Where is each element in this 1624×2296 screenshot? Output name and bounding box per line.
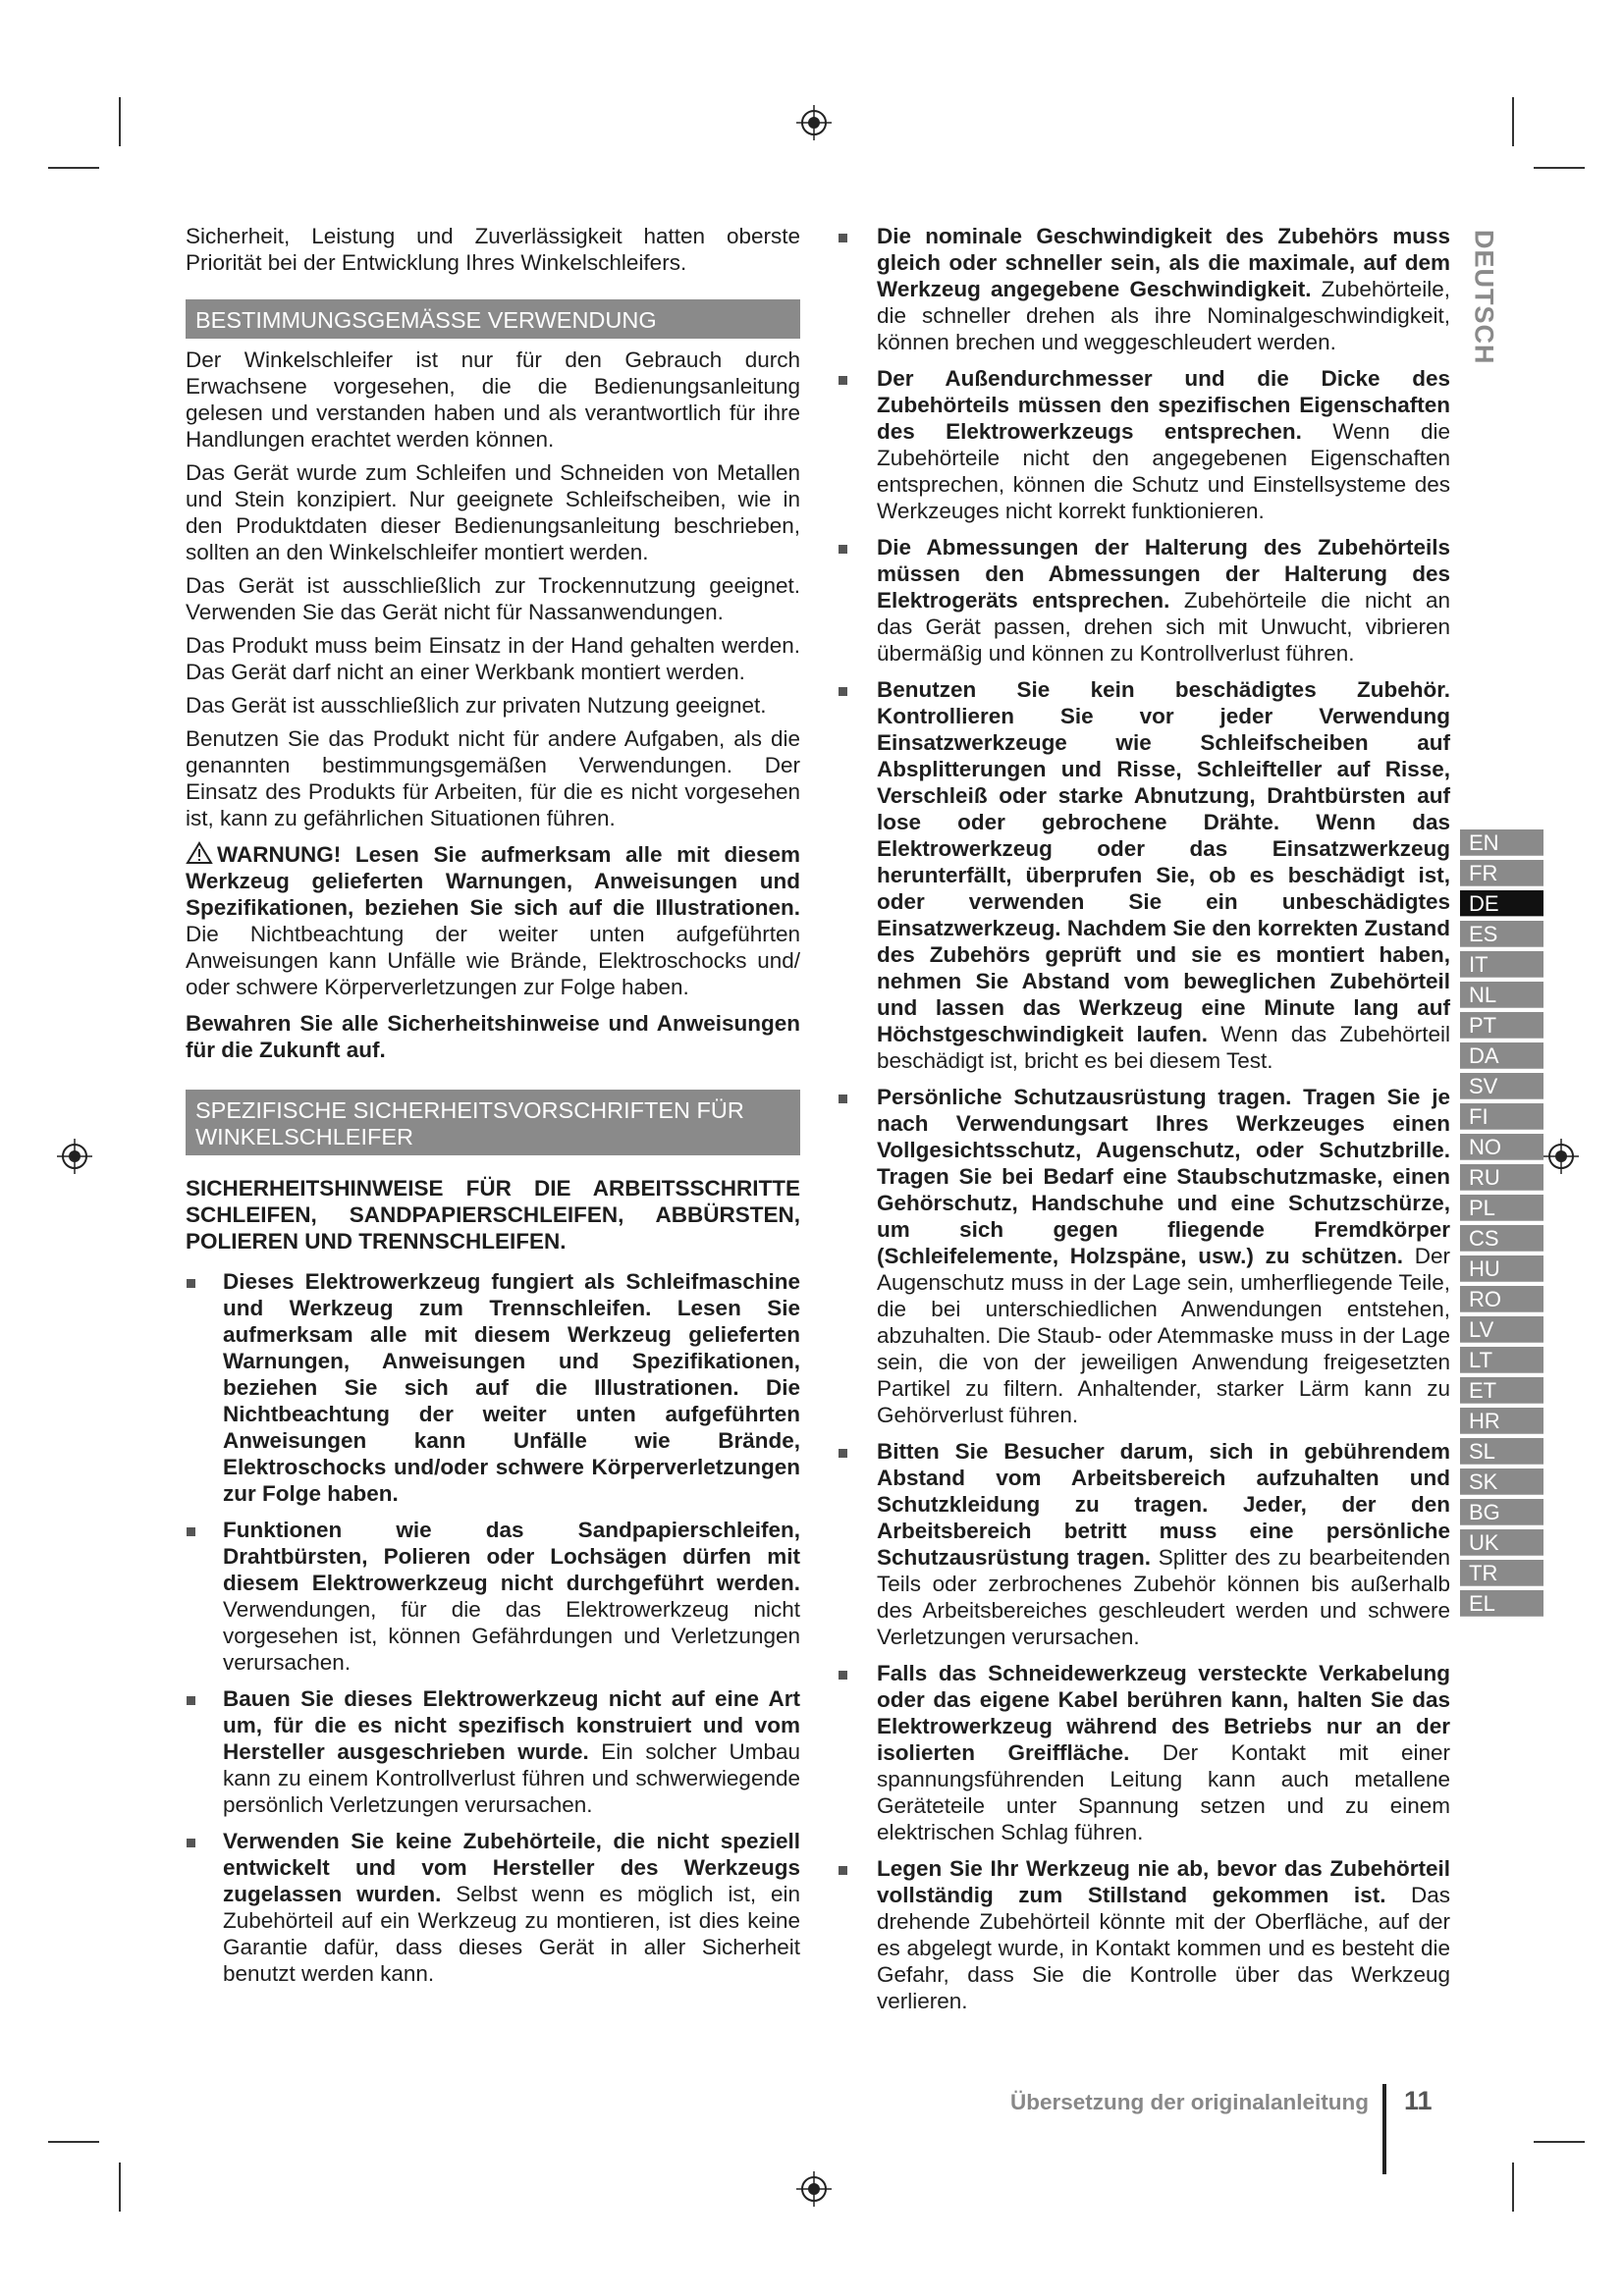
list-item <box>838 1084 1450 1428</box>
language-index <box>1460 829 1543 1621</box>
paragraph: Das Produkt muss beim Einsatz in der Hand gehalten werden. Das Gerät darf nicht an einer Werkbank montiert werden. <box>186 633 800 684</box>
language-tab-ro[interactable]: RO <box>1460 1286 1543 1312</box>
language-tab-lt[interactable]: LT <box>1460 1347 1543 1373</box>
bullet-square-icon <box>839 234 847 242</box>
registration-mark-icon <box>794 2169 834 2209</box>
bullet-square-icon <box>187 1527 195 1536</box>
list-item <box>838 1660 1450 1845</box>
bullet-bold: Bitten Sie Besucher darum, sich in gebührendem Abstand vom Arbeitsbereich aufzuhalten und Schutzkleidung zu tragen. Jeder, der den Arbeitsbereich betritt muss eine persönliche Schutzausrüstung tragen. <box>877 1439 1450 1570</box>
language-tab-hu[interactable]: HU <box>1460 1255 1543 1282</box>
language-tab-cs[interactable]: CS <box>1460 1225 1543 1252</box>
language-tab-lv[interactable]: LV <box>1460 1316 1543 1343</box>
page-number: 11 <box>1404 2086 1433 2115</box>
crop-mark <box>48 2141 99 2143</box>
registration-mark-icon <box>794 103 834 142</box>
vertical-tab-label: DEUTSCH <box>1469 230 1499 365</box>
bullet-square-icon <box>187 1839 195 1847</box>
bullet-text: Splitter des zu bearbeitenden Teils oder zerbrochenes Zubehör können bis außerhalb des Arbeitsbereiches geschleudert werden und schwere Verletzungen verursachen. <box>877 1545 1450 1649</box>
language-tab-es[interactable]: ES <box>1460 921 1543 947</box>
bullet-text: Ein solcher Umbau kann zu einem Kontrollverlust führen und schwerwiegende persönlich Verletzungen verursachen. <box>223 1739 800 1817</box>
language-tab-tr[interactable]: TR <box>1460 1560 1543 1586</box>
list-item <box>838 534 1450 667</box>
registration-mark-icon <box>1542 1137 1581 1176</box>
language-tab-pl[interactable]: PL <box>1460 1195 1543 1221</box>
bullet-square-icon <box>187 1279 195 1288</box>
crop-mark <box>1512 2163 1514 2212</box>
bullet-text: Der Augenschutz muss in der Lage sein, umherfliegende Teile, die bei unterschiedlichen Anwendungen entstehen, abzuhalten. Die Staub- oder Atemmaske muss in der Lage sein, die von der jeweiligen Anwendung freigesetzten Partikel zu filtern. Anhaltender, starker Lärm kann zu Gehörverlust führen. <box>877 1244 1450 1427</box>
warning-triangle-icon <box>186 841 213 865</box>
paragraph: Der Winkelschleifer ist nur für den Gebrauch durch Erwachsene vorgesehen, die die Bedienungsanleitung gelesen und verstanden haben und als verantwortlich für ihre Handlungen erachtet werden können. <box>186 347 800 452</box>
language-tab-sk[interactable]: SK <box>1460 1468 1543 1495</box>
bullet-square-icon <box>839 687 847 696</box>
bullet-square-icon <box>839 1449 847 1458</box>
bullet-bold: Verwenden Sie keine Zubehörteile, die nicht speziell entwickelt und vom Hersteller des Werkzeugs zugelassen wurden. <box>223 1829 800 1906</box>
crop-mark <box>1534 167 1585 169</box>
bullet-square-icon <box>839 1866 847 1875</box>
bullet-bold: Die Abmessungen der Halterung des Zubehörteils müssen den Abmessungen der Halterung des Elektrogeräts entsprechen. <box>877 535 1450 613</box>
registration-mark-icon <box>55 1137 94 1176</box>
bullet-bold: Falls das Schneidewerkzeug versteckte Verkabelung oder das eigene Kabel berühren kann, halten Sie das Elektrowerkzeug während des Betriebs nur an der isolierten Greiffläche. <box>877 1661 1450 1765</box>
language-tab-sv[interactable]: SV <box>1460 1073 1543 1099</box>
intro-text: Sicherheit, Leistung und Zuverlässigkeit hatten oberste Priorität bei der Entwicklung Ihres Winkelschleifers. <box>186 224 800 275</box>
left-column <box>186 223 800 1997</box>
language-tab-fi[interactable]: FI <box>1460 1103 1543 1130</box>
crop-mark <box>119 97 121 146</box>
bullet-text: Verwendungen, für die das Elektrowerkzeug nicht vorgesehen ist, können Gefährdungen und Verletzungen verursachen. <box>223 1597 800 1675</box>
language-tab-fr[interactable]: FR <box>1460 860 1543 886</box>
warning-bold-text: WARNUNG! Lesen Sie aufmerksam alle mit diesem Werkzeug gelieferten Warnungen, Anweisungen und Spezifikationen, beziehen Sie sich auf die Illustrationen. <box>186 842 800 920</box>
bullet-text: Das drehende Zubehörteil könnte mit der Oberfläche, auf der es abgelegt wurde, in Kontakt kommen und es besteht die Gefahr, dass Sie die Kontrolle über das Werkzeug verlieren. <box>877 1883 1450 2013</box>
paragraph: Das Gerät ist ausschließlich zur privaten Nutzung geeignet. <box>186 693 767 718</box>
language-tab-nl[interactable]: NL <box>1460 982 1543 1008</box>
list-item <box>186 1268 800 1507</box>
bullet-text: Zubehörteile die nicht an das Gerät passen, drehen sich mit Unwucht, vibrieren übermäßig und können zu Kontrollverlust führen. <box>877 588 1450 666</box>
bullet-text: Zubehörteile, die schneller drehen als ihre Nominalgeschwindigkeit, können brechen und weggeschleudert werden. <box>877 277 1450 354</box>
language-tab-uk[interactable]: UK <box>1460 1529 1543 1556</box>
list-item <box>186 1517 800 1676</box>
list-item <box>186 1828 800 1987</box>
language-vertical-tab <box>1467 229 1500 366</box>
crop-mark <box>48 167 99 169</box>
right-bullet-list <box>838 223 1450 2014</box>
bullet-text: Der Kontakt mit einer spannungsführenden Leitung kann auch metallene Geräteteile unter Spannung setzen und zu einem elektrischen Schlag führen. <box>877 1740 1450 1844</box>
list-item <box>838 676 1450 1074</box>
footer-text: Übersetzung der originalanleitung <box>1009 2090 1369 2114</box>
crop-mark <box>1534 2141 1585 2143</box>
bullet-square-icon <box>839 1671 847 1680</box>
section-heading-intended-use: BESTIMMUNGSGEMÄSSE VERWENDUNG <box>186 299 800 339</box>
language-tab-el[interactable]: EL <box>1460 1590 1543 1617</box>
list-item <box>186 1685 800 1818</box>
language-tab-ru[interactable]: RU <box>1460 1164 1543 1191</box>
language-tab-hr[interactable]: HR <box>1460 1408 1543 1434</box>
language-tab-de[interactable]: DE <box>1460 890 1543 917</box>
bullet-square-icon <box>839 376 847 385</box>
language-tab-da[interactable]: DA <box>1460 1042 1543 1069</box>
language-tab-it[interactable]: IT <box>1460 951 1543 978</box>
paragraph: Das Gerät wurde zum Schleifen und Schneiden von Metallen und Stein konzipiert. Nur geeignete Schleifscheiben, wie in den Produktdaten dieser Bedienungsanleitung beschrieben, sollten an den Winkelschleifer montiert werden. <box>186 460 800 564</box>
keep-instructions: Bewahren Sie alle Sicherheitshinweise und Anweisungen für die Zukunft auf. <box>186 1011 800 1062</box>
bullet-bold: Bauen Sie dieses Elektrowerkzeug nicht auf eine Art um, für die es nicht spezifisch konstruiert und vom Hersteller ausgeschrieben wurde. <box>223 1686 800 1764</box>
language-tab-en[interactable]: EN <box>1460 829 1543 856</box>
bullet-bold: Funktionen wie das Sandpapierschleifen, Drahtbürsten, Polieren oder Lochsägen dürfen mit diesem Elektrowerkzeug nicht durchgeführt werden. <box>223 1518 800 1595</box>
warning-text: Die Nichtbeachtung der weiter unten aufgeführten Anweisungen kann Unfälle wie Brände, Elektroschocks und/ oder schwere Körperverletzungen zur Folge haben. <box>186 922 800 999</box>
warning-paragraph <box>186 841 800 1000</box>
language-tab-bg[interactable]: BG <box>1460 1499 1543 1525</box>
bullet-bold: Die nominale Geschwindigkeit des Zubehörs muss gleich oder schneller sein, als die maximale, auf dem Werkzeug angegebene Geschwindigkeit. <box>877 224 1450 301</box>
bullet-bold: Dieses Elektrowerkzeug fungiert als Schleifmaschine und Werkzeug zum Trennschleifen. Lesen Sie aufmerksam alle mit diesem Werkzeug gelieferten Warnungen, Anweisungen und Spezifikationen, beziehen Sie sich auf die Illustrationen. Die Nichtbeachtung der weiter unten aufgeführten Anweisungen kann Unfälle wie Brände, Elektroschocks und/oder schwere Körperverletzungen zur Folge haben. <box>223 1269 800 1506</box>
bullet-square-icon <box>187 1696 195 1705</box>
bullet-square-icon <box>839 545 847 554</box>
bullet-bold: Benutzen Sie kein beschädigtes Zubehör. Kontrollieren Sie vor jeder Verwendung Einsatzwerkzeuge wie Schleifscheiben auf Absplitterungen und Risse, Schleifteller auf Risse, Verschleiß oder starke Abnutzung, Drahtbürsten auf lose oder gebrochene Drähte. Wenn das Elektrowerkzeug oder das Einsatzwerkzeug herunterfällt, überprufen Sie, ob es beschädigt ist, oder verwenden Sie ein unbeschädigtes Einsatzwerkzeug. Nachdem Sie den korrekten Zustand des Zubehörs geprüft und sie es montiert haben, nehmen Sie Abstand vom beweglichen Zubehörteil und lassen das Werkzeug eine Minute lang auf Höchstgeschwindigkeit laufen. <box>877 677 1450 1046</box>
bullet-text: Selbst wenn es möglich ist, ein Zubehörteil auf ein Werkzeug zu montieren, ist dies keine Garantie dafür, dass dieses Gerät in aller Sicherheit benutzt werden kann. <box>223 1882 800 1986</box>
paragraph: Das Gerät ist ausschließlich zur Trockennutzung geeignet. Verwenden Sie das Gerät nicht für Nassanwendungen. <box>186 573 800 624</box>
section-heading-specific-safety: SPEZIFISCHE SICHERHEITSVORSCHRIFTEN FÜR WINKELSCHLEIFER <box>186 1090 800 1155</box>
list-item <box>838 365 1450 524</box>
footer-divider <box>1382 2084 1386 2174</box>
list-item <box>838 223 1450 355</box>
bullet-text: Wenn das Zubehörteil beschädigt ist, bricht es bei diesem Test. <box>877 1022 1450 1073</box>
right-column <box>838 223 1450 2024</box>
crop-mark <box>119 2163 121 2212</box>
left-bullet-list <box>186 1268 800 1987</box>
list-item <box>838 1438 1450 1650</box>
bullet-bold: Der Außendurchmesser und die Dicke des Zubehörteils müssen den spezifischen Eigenschaften des Elektrowerkzeugs entsprechen. <box>877 366 1450 444</box>
language-tab-pt[interactable]: PT <box>1460 1012 1543 1039</box>
language-tab-no[interactable]: NO <box>1460 1134 1543 1160</box>
paragraph: Benutzen Sie das Produkt nicht für andere Aufgaben, als die genannten bestimmungsgemäßen Verwendungen. Der Einsatz des Produkts für Arbeiten, für die es nicht vorgesehen ist, kann zu gefährlichen Situationen führen. <box>186 726 800 830</box>
footer <box>943 2086 1453 2125</box>
bullet-bold: Persönliche Schutzausrüstung tragen. Tragen Sie je nach Verwendungsart Ihres Werkzeuges einen Vollgesichtsschutz, Augenschutz, oder Schutzbrille. Tragen Sie bei Bedarf eine Staubschutzmaske, einen Gehörschutz, Handschuhe und eine Schutzschürze, um sich gegen fliegende Fremdkörper (Schleifelemente, Holzspäne, usw.) zu schützen. <box>877 1085 1450 1268</box>
language-tab-sl[interactable]: SL <box>1460 1438 1543 1465</box>
bullet-bold: Legen Sie Ihr Werkzeug nie ab, bevor das Zubehörteil vollständig zum Stillstand gekommen ist. <box>877 1856 1450 1907</box>
language-tab-et[interactable]: ET <box>1460 1377 1543 1404</box>
list-item <box>838 1855 1450 2014</box>
bullet-text: Wenn die Zubehörteile nicht den angegebenen Eigenschaften entsprechen, können die Schutz und Einstellsysteme des Werkzeuges nicht korrekt funktionieren. <box>877 419 1450 523</box>
bullet-square-icon <box>839 1095 847 1103</box>
crop-mark <box>1512 97 1514 146</box>
sub-heading: SICHERHEITSHINWEISE FÜR DIE ARBEITSSCHRITTE SCHLEIFEN, SANDPAPIERSCHLEIFEN, ABBÜRSTEN, POLIEREN UND TRENNSCHLEIFEN. <box>186 1176 800 1254</box>
